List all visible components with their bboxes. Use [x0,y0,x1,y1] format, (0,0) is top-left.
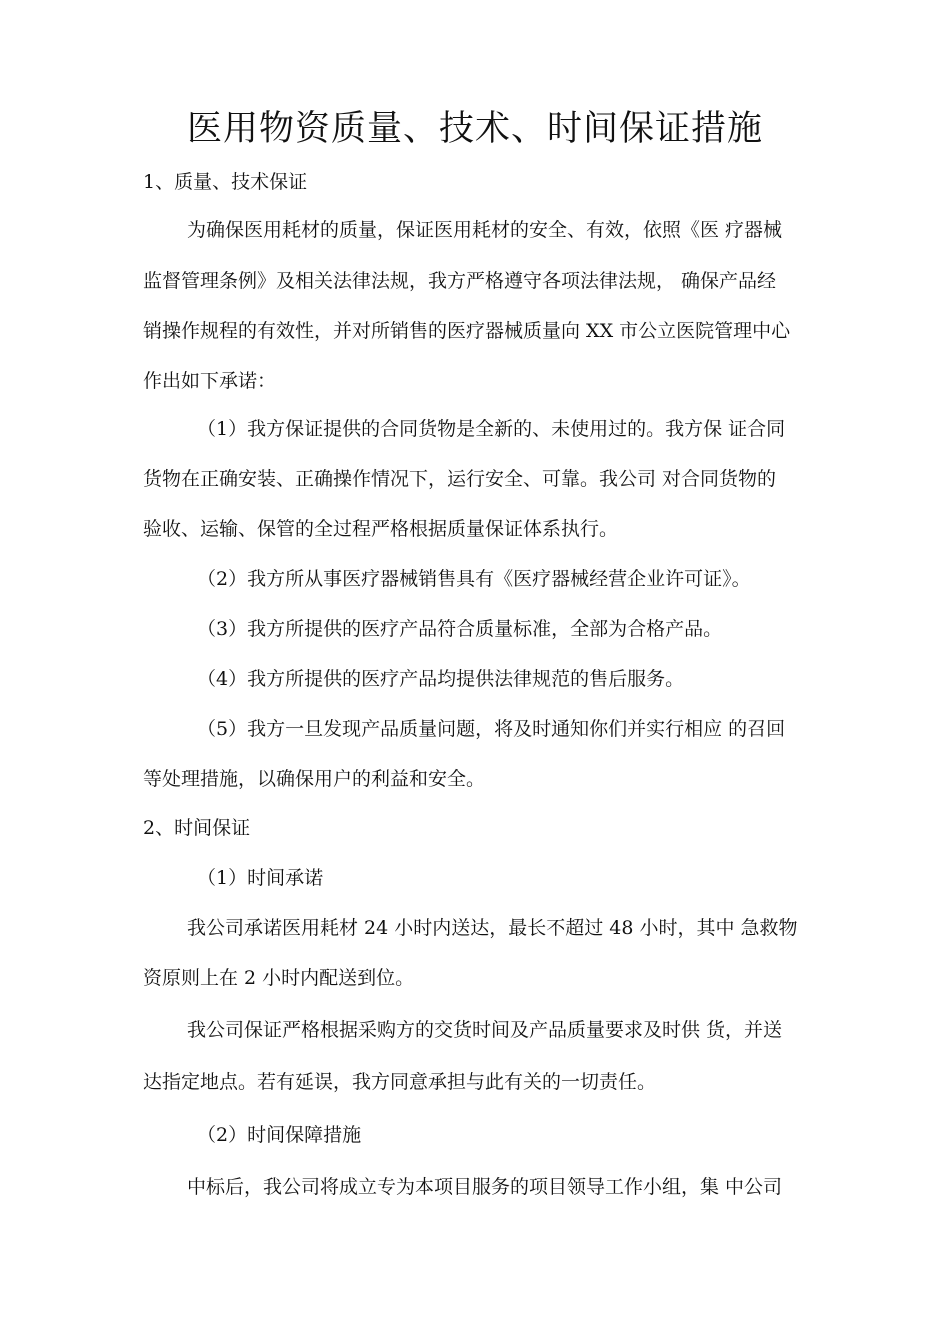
text-line: （1）我方保证提供的合同货物是全新的、未使用过的。我方保 证合同 [197,418,786,440]
paragraph-line [0,913,950,943]
text-line: （1）时间承诺 [197,867,324,889]
text-line: 中标后，我公司将成立专为本项目服务的项目领导工作小组，集 中公司 [187,1176,783,1198]
paragraph-line [0,464,950,494]
paragraph-line [0,1172,950,1202]
text-line: 我公司保证严格根据采购方的交货时间及产品质量要求及时供 货，并送 [187,1019,783,1041]
text-line: 监督管理条例》及相关法律法规，我方严格遵守各项法律法规， 确保产品经 [143,270,777,292]
document-title: 医用物资质量、技术、时间保证措施 [186,109,763,149]
paragraph-line [0,414,950,444]
text-line: 验收、运输、保管的全过程严格根据质量保证体系执行。 [143,518,619,540]
section-heading-quality [0,167,950,197]
list-item [0,714,950,744]
text-line: （2）我方所从事医疗器械销售具有《医疗器械经营企业许可证》。 [197,568,751,590]
text-line: 2、时间保证 [143,817,251,839]
text-line: （5）我方一旦发现产品质量问题，将及时通知你们并实行相应 的召回 [197,718,786,740]
subsection-heading [0,1120,950,1150]
text-line: 作出如下承诺： [143,370,277,392]
list-item [0,614,950,644]
paragraph-line [0,514,950,544]
paragraph-line [0,215,950,245]
section-heading-time [0,813,950,843]
text-line: 销操作规程的有效性，并对所销售的医疗器械质量向 XX 市公立医院管理中心 [143,320,791,342]
text-line: （3）我方所提供的医疗产品符合质量标准，全部为合格产品。 [197,618,723,640]
paragraph-line [0,366,950,396]
subsection-heading [0,863,950,893]
text-line: 等处理措施，以确保用户的利益和安全。 [143,768,486,790]
text-line: 我公司承诺医用耗材 24 小时内送达，最长不超过 48 小时，其中 急救物 [187,917,798,939]
text-line: 货物在正确安装、正确操作情况下，运行安全、可靠。我公司 对合同货物的 [143,468,777,490]
text-line: 资原则上在 2 小时内配送到位。 [143,967,415,989]
text-line: 1、质量、技术保证 [143,171,308,193]
paragraph-line [0,963,950,993]
text-line: （4）我方所提供的医疗产品均提供法律规范的售后服务。 [197,668,685,690]
list-item [0,564,950,594]
list-item [0,664,950,694]
text-line: 为确保医用耗材的质量，保证医用耗材的安全、有效，依照《医 疗器械 [187,219,783,241]
text-line: （2）时间保障措施 [197,1124,362,1146]
paragraph-line [0,316,950,346]
paragraph-line [0,1015,950,1045]
paragraph-line [0,764,950,794]
text-line: 达指定地点。若有延误，我方同意承担与此有关的一切责任。 [143,1071,657,1093]
paragraph-line [0,266,950,296]
paragraph-line [0,1067,950,1097]
